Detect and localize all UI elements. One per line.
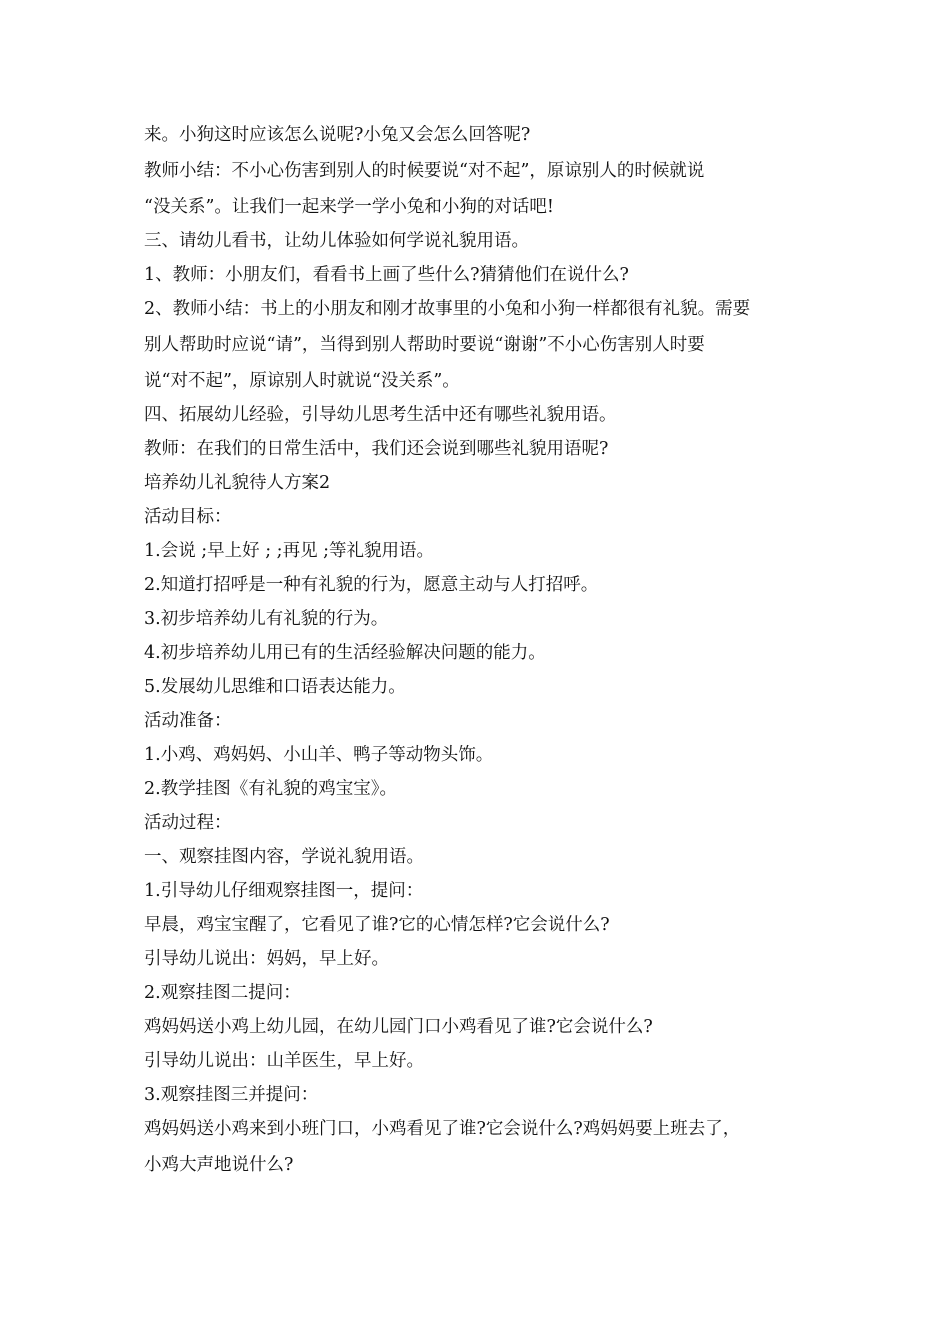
text-line: 早晨，鸡宝宝醒了，它看见了谁?它的心情怎样?它会说什么?	[144, 915, 610, 935]
section-heading: 一、观察挂图内容，学说礼貌用语。	[144, 847, 424, 867]
list-item: 1.会说 ;早上好 ; ;再见 ;等礼貌用语。	[144, 541, 435, 561]
text-line: 教师小结：不小心伤害到别人的时候要说“对不起”，原谅别人的时候就说	[144, 161, 705, 181]
list-item: 3.初步培养幼儿有礼貌的行为。	[144, 609, 389, 629]
list-item: 1.小鸡、鸡妈妈、小山羊、鸭子等动物头饰。	[144, 745, 494, 765]
list-item: 3.观察挂图三并提问：	[144, 1085, 319, 1105]
section-heading: 活动过程：	[144, 813, 232, 833]
list-item: 2.知道打招呼是一种有礼貌的行为，愿意主动与人打招呼。	[144, 575, 599, 595]
list-item: 1.引导幼儿仔细观察挂图一，提问：	[144, 881, 424, 901]
text-line: 2、教师小结：书上的小朋友和刚才故事里的小兔和小狗一样都很有礼貌。需要	[144, 299, 751, 319]
text-line: 别人帮助时应说“请”，当得到别人帮助时要说“谢谢”不小心伤害别人时要	[144, 335, 705, 355]
section-heading: 三、请幼儿看书，让幼儿体验如何学说礼貌用语。	[144, 231, 529, 251]
text-line: 鸡妈妈送小鸡来到小班门口，小鸡看见了谁?它会说什么?鸡妈妈要上班去了，	[144, 1119, 741, 1139]
text-line: 引导幼儿说出：山羊医生，早上好。	[144, 1051, 424, 1071]
list-item: 5.发展幼儿思维和口语表达能力。	[144, 677, 406, 697]
text-line: 教师：在我们的日常生活中，我们还会说到哪些礼貌用语呢?	[144, 439, 609, 459]
list-item: 2.教学挂图《有礼貌的鸡宝宝》。	[144, 779, 397, 799]
list-item: 4.初步培养幼儿用已有的生活经验解决问题的能力。	[144, 643, 546, 663]
section-heading: 活动准备：	[144, 711, 232, 731]
text-line: 来。小狗这时应该怎么说呢?小兔又会怎么回答呢?	[144, 125, 531, 145]
list-item: 2.观察挂图二提问：	[144, 983, 301, 1003]
text-line: 小鸡大声地说什么?	[144, 1155, 294, 1175]
text-line: 鸡妈妈送小鸡上幼儿园，在幼儿园门口小鸡看见了谁?它会说什么?	[144, 1017, 653, 1037]
section-heading: 活动目标：	[144, 507, 232, 527]
text-line: 说“对不起”，原谅别人时就说“没关系”。	[144, 371, 460, 391]
text-line: “没关系”。让我们一起来学一学小兔和小狗的对话吧!	[144, 197, 554, 217]
text-line: 1、教师：小朋友们，看看书上画了些什么?猜猜他们在说什么?	[144, 265, 629, 285]
text-line: 引导幼儿说出：妈妈，早上好。	[144, 949, 389, 969]
document-title: 培养幼儿礼貌待人方案2	[144, 473, 331, 493]
document-page	[144, 124, 814, 1176]
section-heading: 四、拓展幼儿经验，引导幼儿思考生活中还有哪些礼貌用语。	[144, 405, 617, 425]
